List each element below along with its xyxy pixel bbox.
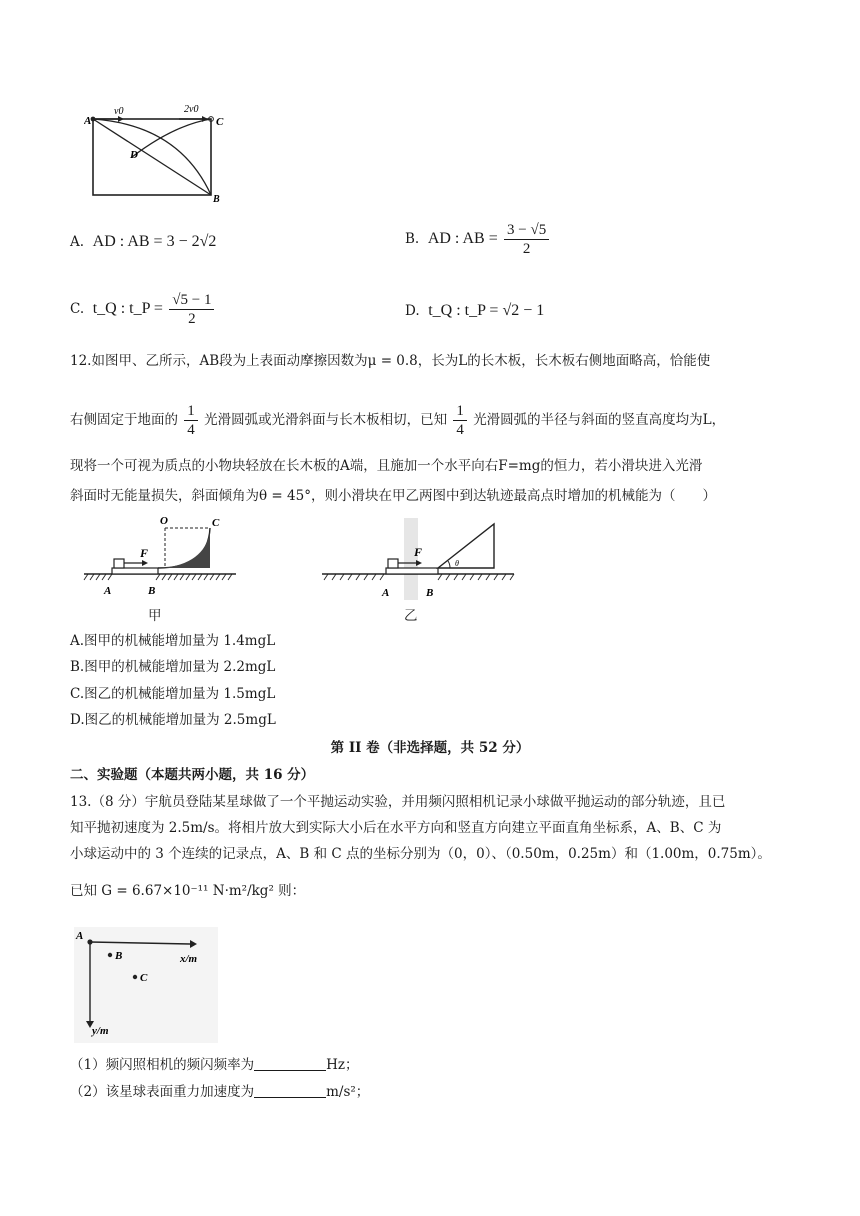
experiment-heading: 二、实验题（本题共两小题，共 16 分） — [70, 767, 315, 783]
q12-line3: 现将一个可视为质点的小物块轻放在长木板的A端，且施加一个水平向右F=mg的恒力，若小滑块进入光滑 — [70, 458, 703, 474]
jia-label-O: O — [160, 515, 168, 527]
jia-label-F: F — [140, 546, 149, 560]
q13-label-C: C — [140, 972, 148, 984]
q11-label-C: C — [216, 116, 224, 128]
q13-label-y: y/m — [92, 1025, 109, 1037]
q12-figure-yi — [318, 518, 518, 600]
q13-label-A: A — [76, 930, 84, 942]
q13-line2: 知平抛初速度为 2.5m/s。将相片放大到实际大小后在水平方向和竖直方向建立平面直角坐标系，A、B、C 为 — [70, 820, 722, 836]
q11-option-d: D. t_Q : t_P = √2 − 1 — [405, 302, 545, 319]
q13-line3: 小球运动中的 3 个连续的记录点，A、B 和 C 点的坐标分别为（0，0）、（0.50m，0.25m）和（1.00m，0.75m）。 — [70, 846, 771, 862]
q13-line1: 13.（8 分）宇航员登陆某星球做了一个平抛运动实验，并用频闪照相机记录小球做平抛运动的部分轨迹，且已 — [70, 794, 726, 810]
answer-blank-1[interactable] — [254, 1056, 326, 1071]
q11-label-v0: v0 — [114, 106, 124, 117]
q13-sub1: （1）频闪照相机的频闪频率为 Hz； — [70, 1057, 359, 1073]
section2-title: 第 II 卷（非选择题，共 52 分） — [330, 740, 530, 756]
yi-label-F: F — [414, 545, 423, 559]
q12-line1: 12.如图甲、乙所示，AB段为上表面动摩擦因数为μ = 0.8，长为L的长木板，长木板右侧地面略高，恰能使 — [70, 353, 711, 369]
yi-label-theta: θ — [455, 559, 459, 568]
q11-option-a: A. AD : AB = 3 − 2√2 — [70, 233, 217, 250]
q12-line2: 右侧固定于地面的 $\frac{1}{4}$ 光滑圆弧或光滑斜面与长木板相切，已知 $\frac{1}{4}$ 光滑圆弧的半径与斜面的竖直高度均为L， — [70, 403, 726, 438]
q12-option-d: D.图乙的机械能增加量为 2.5mgL — [70, 712, 276, 728]
answer-blank-2[interactable] — [254, 1083, 326, 1098]
q13-label-x: x/m — [180, 953, 198, 965]
q12-option-c: C.图乙的机械能增加量为 1.5mgL — [70, 686, 276, 702]
q11-label-A: A — [84, 115, 92, 127]
q13-line4: 已知 G = 6.67×10⁻¹¹ N·m²/kg² 则： — [70, 883, 306, 899]
jia-label-C: C — [212, 517, 220, 529]
q11-label-B: B — [213, 194, 220, 205]
q11-label-2v0: 2v0 — [184, 104, 199, 115]
q12-caption-yi: 乙 — [404, 608, 418, 624]
q13-figure — [70, 925, 220, 1045]
q13-sub2: （2）该星球表面重力加速度为 m/s²； — [70, 1084, 370, 1100]
q12-option-b: B.图甲的机械能增加量为 2.2mgL — [70, 659, 276, 675]
yi-label-B: B — [426, 587, 434, 599]
yi-label-A: A — [382, 587, 390, 599]
q12-line4: 斜面时无能量损失，斜面倾角为θ = 45°，则小滑块在甲乙两图中到达轨迹最高点时增加的机械能为（ ） — [70, 488, 716, 504]
q12-figure-jia — [80, 512, 240, 602]
jia-label-B: B — [148, 585, 156, 597]
q11-label-D: D — [130, 149, 138, 161]
q11-option-c: C. t_Q : t_P = $\frac{√5 - 1}{2}$ — [70, 291, 216, 328]
jia-label-A: A — [104, 585, 112, 597]
q12-option-a: A.图甲的机械能增加量为 1.4mgL — [70, 633, 276, 649]
q12-caption-jia: 甲 — [148, 608, 162, 624]
q13-label-B: B — [115, 950, 123, 962]
q11-option-b: B. AD : AB = $\frac{3 - √5}{2}$ — [405, 221, 551, 258]
q11-figure — [84, 100, 234, 205]
